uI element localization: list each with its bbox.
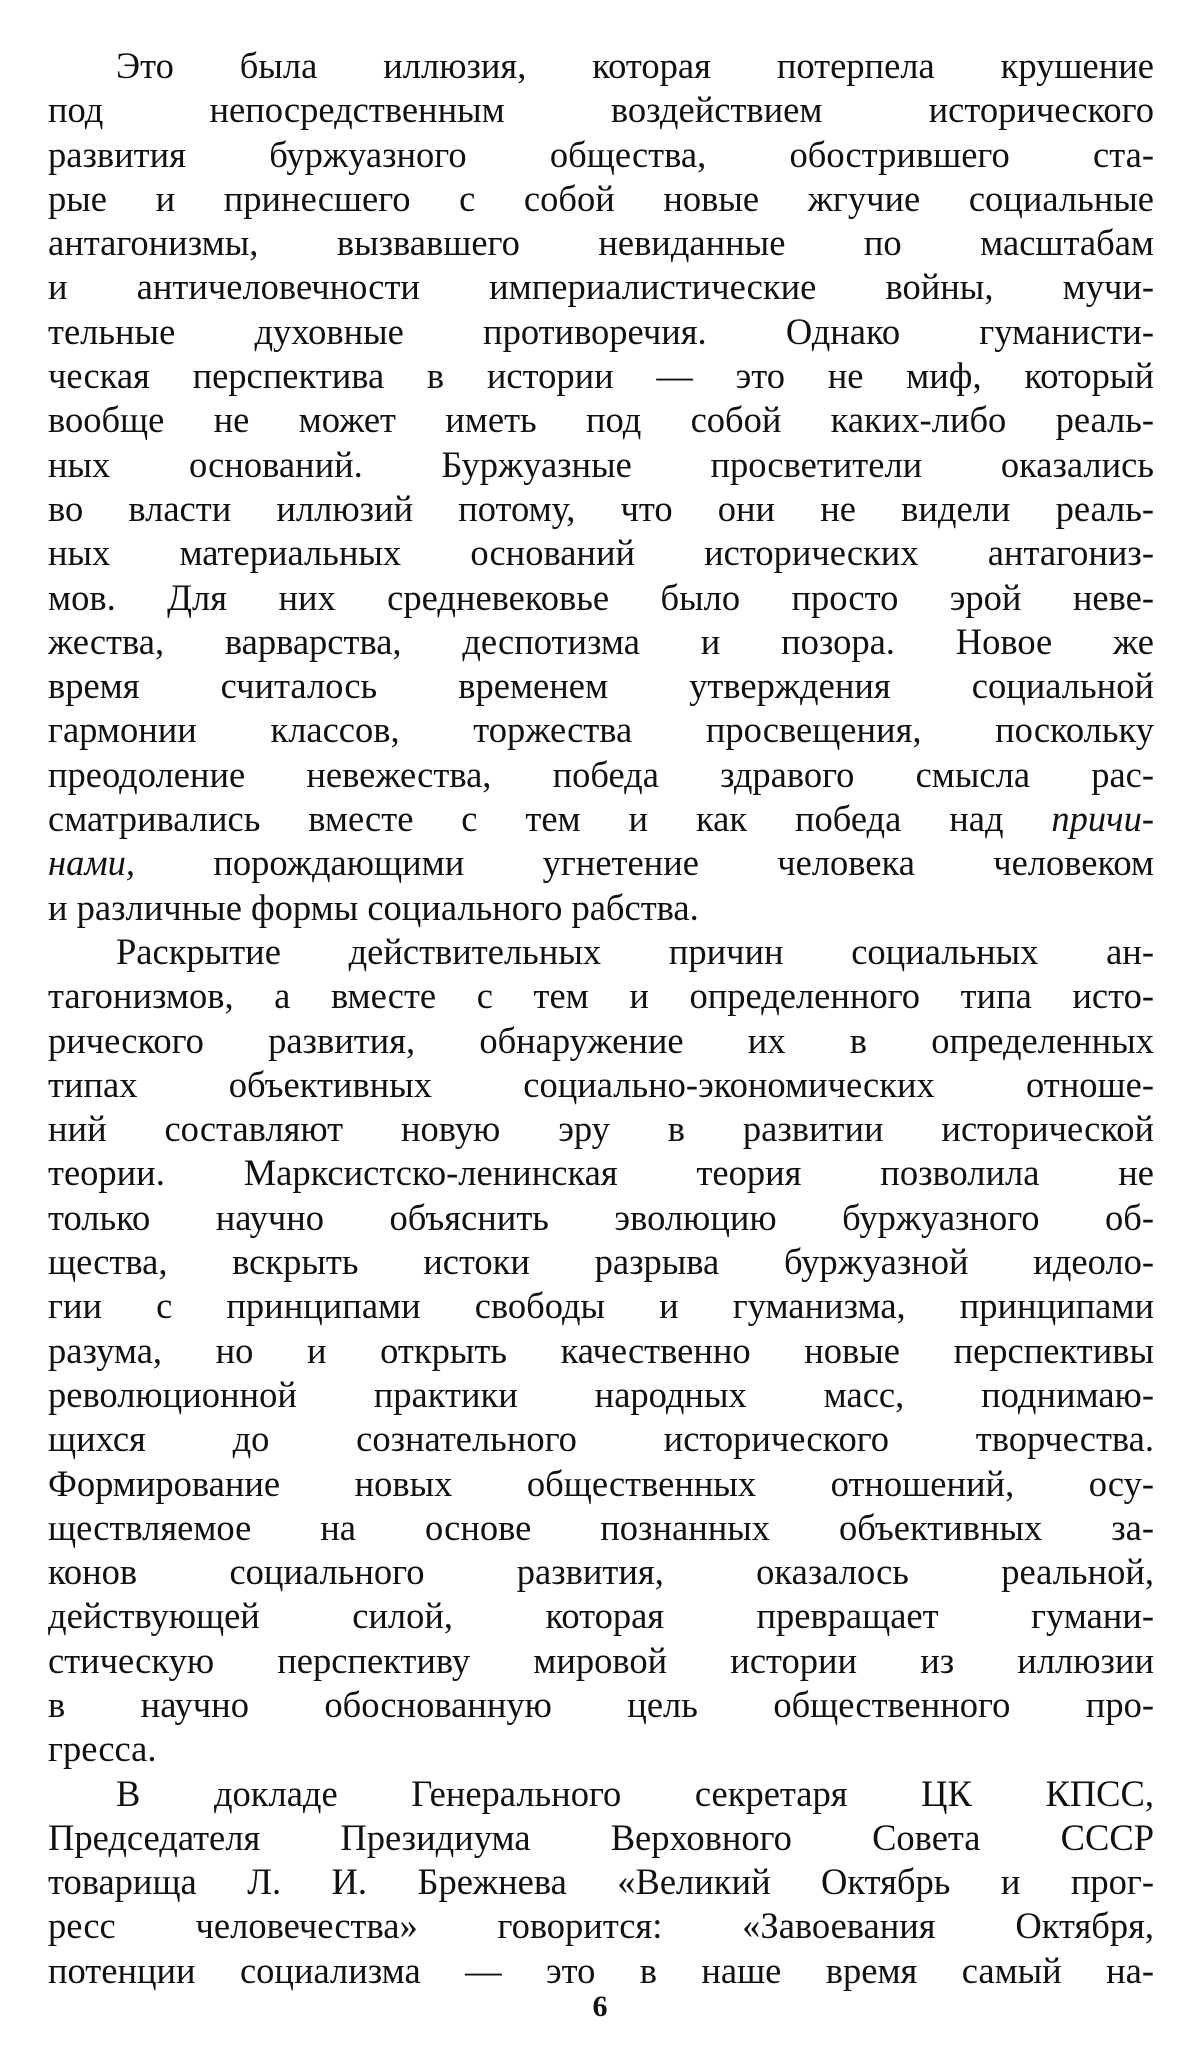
text-line: ществляемое на основе познанных объективных за- [48,1506,1154,1548]
text-line: рые и принесшего с собой новые жгучие социальные [48,177,1154,219]
body-text [48,44,1154,1993]
text-line: под непосредственным воздействием исторического [48,89,1154,131]
text-line: в научно обоснованную цель общественного про- [48,1683,1154,1725]
text-line: действующей силой, которая превращает гумани- [48,1595,1154,1637]
paragraph-1 [48,44,1154,930]
text-line: антагонизмы, вызвавшего невиданные по масштабам [48,222,1154,264]
text-line: гии с принципами свободы и гуманизма, принципами [48,1285,1154,1327]
text-line: гресса. [48,1728,157,1770]
paragraph-2 [48,930,1154,1772]
text-line: товарища Л. И. Брежнева «Великий Октябрь и прог- [48,1861,1154,1903]
text-line: Формирование новых общественных отношений, осу- [48,1462,1154,1504]
page-number: 6 [592,1990,608,2023]
text-line: ний составляют новую эру в развитии исторической [48,1108,1154,1150]
text-line: рического развития, обнаружение их в определенных [48,1019,1154,1061]
text-line: во власти иллюзий потому, что они не видели реаль- [48,487,1154,529]
text-line: ных оснований. Буржуазные просветители оказались [48,443,1154,485]
text-line: стическую перспективу мировой истории из иллюзии [48,1639,1154,1681]
text-line: Раскрытие действительных причин социальных ан- [116,930,1154,972]
plain-fragment: сматривались вместе с тем и как победа над [48,798,1052,840]
text-line: разума, но и открыть качественно новые перспективы [48,1329,1154,1371]
text-line: Председателя Президиума Верховного Совета СССР [48,1816,1154,1858]
text-line: гармонии классов, торжества просвещения, поскольку [48,709,1154,751]
text-line: типах объективных социально-экономических отноше- [48,1063,1154,1105]
text-line: жества, варварства, деспотизма и позора. Новое же [48,620,1154,662]
text-line: и различные формы социального рабства. [48,886,699,928]
text-line: щества, вскрыть истоки разрыва буржуазной идеоло- [48,1241,1154,1283]
text-line: ных материальных оснований исторических антагониз- [48,532,1154,574]
text-line: щихся до сознательного исторического творчества. [48,1418,1154,1460]
paragraph-3 [48,1772,1154,1993]
text-line: потенции социализма — это в наше время самый на- [48,1949,1154,1991]
text-line-with-italic [48,841,1154,885]
text-line: тельные духовные противоречия. Однако гуманисти- [48,310,1154,352]
text-line: развития буржуазного общества, обострившего ста- [48,133,1154,175]
text-line: тагонизмов, а вместе с тем и определенного типа исто- [48,975,1154,1017]
text-line: ресс человечества» говорится: «Завоевания Октября, [48,1905,1154,1947]
italic-emphasis: причи- [1051,798,1154,840]
text-line: и античеловечности империалистические войны, мучи- [48,266,1154,308]
text-line: теории. Марксистско-ленинская теория позволила не [48,1152,1154,1194]
text-line: конов социального развития, оказалось реальной, [48,1551,1154,1593]
text-line: вообще не может иметь под собой каких-либо реаль- [48,399,1154,441]
text-line: мов. Для них средневековье было просто эрой неве- [48,576,1154,618]
plain-fragment: порождающими угнетение человека человеком [135,842,1154,884]
text-line: революционной практики народных масс, поднимаю- [48,1373,1154,1415]
text-line: время считалось временем утверждения социальной [48,665,1154,707]
text-line: В докладе Генерального секретаря ЦК КПСС, [116,1772,1154,1814]
text-line: ческая перспектива в истории — это не миф, который [48,355,1154,397]
italic-emphasis: нами, [48,842,136,884]
text-line: преодоление невежества, победа здравого смысла рас- [48,753,1154,795]
text-line-with-italic [48,797,1154,841]
text-line: Это была иллюзия, которая потерпела крушение [116,45,1154,86]
text-line: только научно объяснить эволюцию буржуазного об- [48,1196,1154,1238]
